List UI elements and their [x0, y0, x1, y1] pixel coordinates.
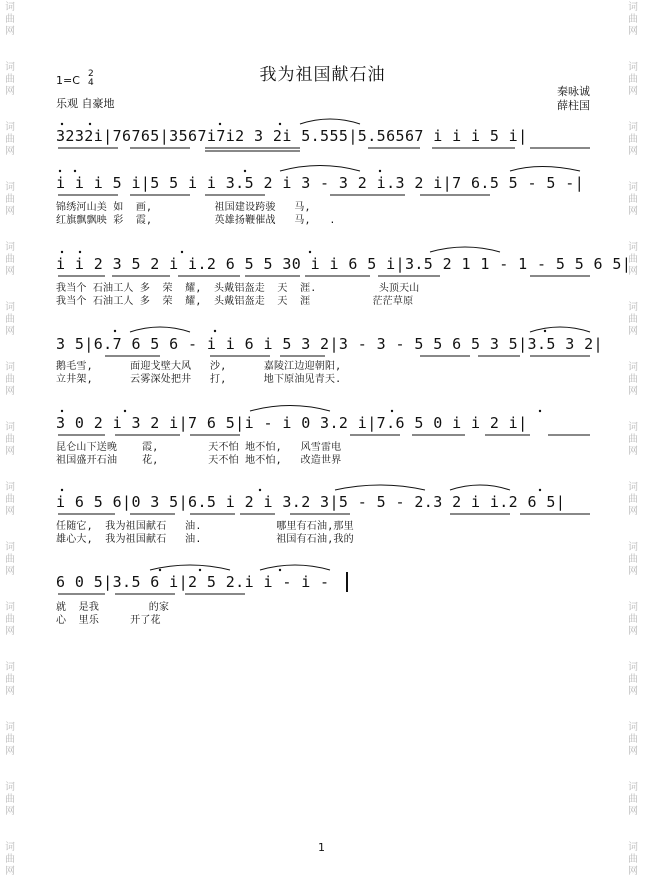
lyric-verse-1: 昆仑山下送晚 霞, 天不怕 地不怕, 风雪雷电 [56, 442, 342, 453]
notation-line: 3 0 2 i 3 2 i|7 6 5|i - i 0 3.2 i|7.6 5 0 i i 2 i| [56, 414, 528, 432]
page-number: 1 [318, 841, 325, 854]
notation-line: i i i 5 i|5 5 i i 3.5 2 i 3 - 3 2 i.3 2 i|7 6.5 5 - 5 -| [56, 174, 585, 192]
notation-line: i i 2 3 5 2 i i.2 6 5 5 30 i i 6 5 i|3.5 2 1 1 - 1 - 5 5 6 5| [56, 255, 632, 273]
notation-line: 3232i|76765|3567i7i2 3 2i 5.555|5.56567 i i i 5 i| [56, 127, 528, 145]
watermark: 词 曲 网 [5, 602, 15, 637]
lyric-verse-1: 鹅毛雪, 面迎戈壁大风 沙, 嘉陵江边迎朝阳, [56, 361, 342, 372]
expression-marking: 乐观 自豪地 [56, 97, 115, 110]
lyric-verse-2: 立井架, 云雾深处把井 打, 地下原油见青天. [56, 374, 342, 385]
watermark: 词 曲 网 [628, 422, 638, 457]
notation-line: 3 5|6.7 6 5 6 - i i 6 i 5 3 2|3 - 3 - 5 5 6 5 3 5|3.5 3 2| [56, 335, 603, 353]
watermark: 词 曲 网 [5, 2, 15, 37]
watermark: 词 曲 网 [628, 662, 638, 697]
watermark: 词 曲 网 [5, 542, 15, 577]
watermark: 词 曲 网 [628, 602, 638, 637]
watermark: 词 曲 网 [5, 782, 15, 817]
lyric-verse-1: 锦绣河山美 如 画, 祖国建设跨骏 马, [56, 202, 311, 213]
watermark: 词 曲 网 [5, 302, 15, 337]
watermark: 词 曲 网 [628, 482, 638, 517]
song-title: 我为祖国献石油 [259, 65, 386, 85]
time-signature-bottom: 4 [88, 78, 94, 88]
watermark: 词 曲 网 [5, 362, 15, 397]
watermark: 词 曲 网 [628, 782, 638, 817]
watermark: 词 曲 网 [628, 182, 638, 217]
watermark: 词 曲 网 [628, 242, 638, 277]
watermark: 词 曲 网 [5, 242, 15, 277]
lyric-verse-1: 我当个 石油工人 多 荣 耀, 头戴铝盔走 天 涯. 头顶天山 [56, 283, 420, 294]
lyric-verse-2: 祖国盛开石油 花, 天不怕 地不怕, 改造世界 [56, 455, 342, 466]
lyric-verse-1: 就 是我 的家 [56, 602, 170, 613]
watermark: 词 曲 网 [628, 2, 638, 37]
watermark: 词 曲 网 [628, 62, 638, 97]
lyric-verse-2: 我当个 石油工人 多 荣 耀, 头戴铝盔走 天 涯 茫茫草原 [56, 296, 414, 307]
lyricist-credit: 秦咏诚 [557, 85, 590, 98]
notation-line: i 6 5 6|0 3 5|6.5 i 2 i 3.2 3|5 - 5 - 2.3 2 i i.2 6 5| [56, 493, 566, 511]
watermark: 词 曲 网 [5, 662, 15, 697]
watermark: 词 曲 网 [5, 182, 15, 217]
watermark: 词 曲 网 [5, 482, 15, 517]
key-signature: 1=C [56, 74, 80, 87]
watermark: 词 曲 网 [5, 422, 15, 457]
watermark: 词 曲 网 [628, 842, 638, 877]
watermark: 词 曲 网 [628, 722, 638, 757]
watermark: 词 曲 网 [628, 542, 638, 577]
lyric-verse-2: 红旗飘飘映 彩 霞, 英雄扬鞭催战 马, . [56, 215, 336, 226]
watermark: 词 曲 网 [5, 842, 15, 877]
composer-credit: 薛柱国 [557, 99, 590, 112]
lyric-verse-2: 雄心大, 我为祖国献石 油. 祖国有石油,我的 [56, 534, 354, 545]
time-signature-top: 2 [88, 69, 94, 79]
watermark: 词 曲 网 [5, 122, 15, 157]
lyric-verse-2: 心 里乐 开了花 [56, 615, 161, 626]
watermark: 词 曲 网 [5, 722, 15, 757]
lyric-verse-1: 任随它, 我为祖国献石 油. 哪里有石油,那里 [56, 521, 354, 532]
watermark: 词 曲 网 [628, 302, 638, 337]
notation-line: 6 0 5|3.5 6 i|2 5 2.i i - i - [56, 573, 330, 591]
watermark: 词 曲 网 [628, 122, 638, 157]
watermark: 词 曲 网 [628, 362, 638, 397]
watermark: 词 曲 网 [5, 62, 15, 97]
